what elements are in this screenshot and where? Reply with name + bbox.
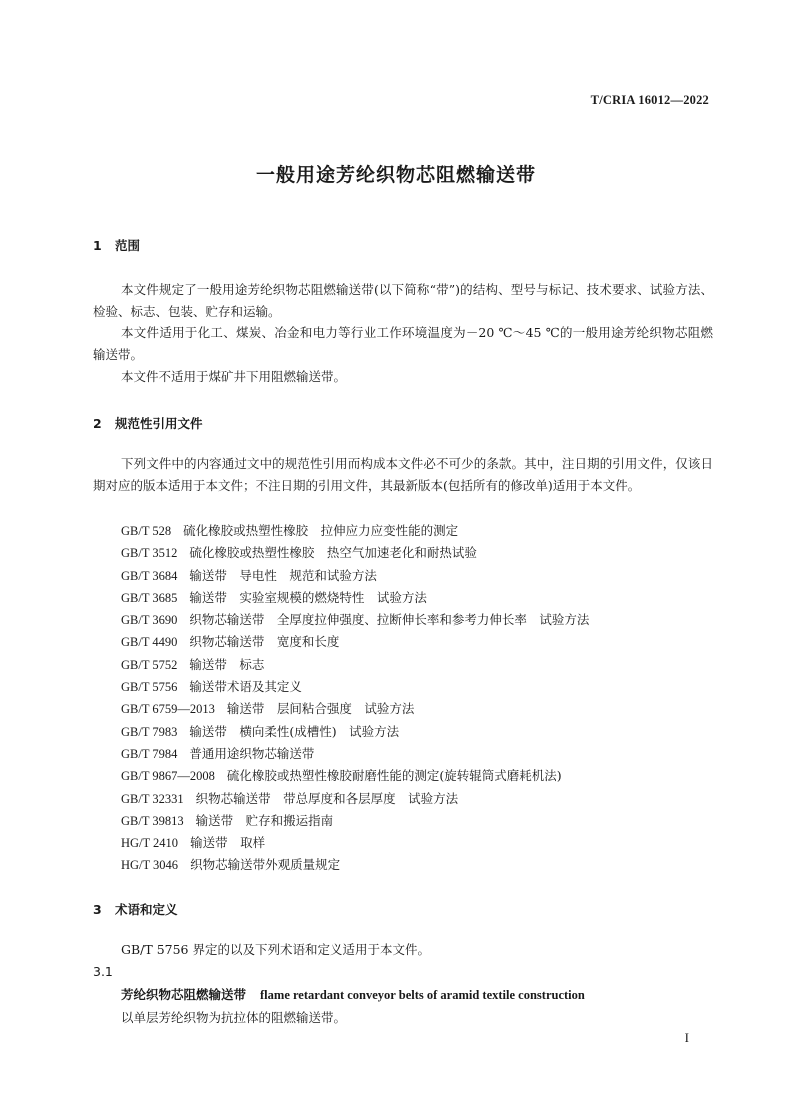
reference-code: GB/T 528 <box>121 524 172 538</box>
reference-code: GB/T 3512 <box>121 546 178 561</box>
reference-item <box>121 810 589 832</box>
reference-code: HG/T 3046 <box>121 858 179 873</box>
reference-item <box>121 542 589 564</box>
reference-title: 硫化橡胶或热塑性橡胶 热空气加速老化和耐热试验 <box>189 545 477 561</box>
document-title: 一般用途芳纶织物芯阻燃输送带 <box>255 164 536 186</box>
section-heading-terms <box>93 900 178 918</box>
reference-item <box>121 854 589 876</box>
reference-title: 输送带 导电性 规范和试验方法 <box>189 567 377 583</box>
reference-item <box>121 698 589 720</box>
terms-intro: GB/T 5756 界定的以及下列术语和定义适用于本文件。 <box>121 942 430 957</box>
section-heading-normative <box>93 414 203 432</box>
scope-paragraph-3: 本文件不适用于煤矿井下用阻燃输送带。 <box>121 369 347 384</box>
term-english: flame retardant conveyor belts of aramid textile construction <box>260 988 585 1002</box>
reference-title: 硫化橡胶或热塑性橡胶耐磨性能的测定(旋转辊筒式磨耗机法) <box>226 768 562 784</box>
reference-item <box>121 520 589 542</box>
reference-title: 普通用途织物芯输送带 <box>189 745 315 761</box>
reference-item <box>121 765 589 787</box>
reference-code: GB/T 4490 <box>121 635 178 650</box>
section-number: 3 <box>93 902 102 917</box>
term-entry <box>121 985 585 1003</box>
page-number: I <box>684 1030 689 1045</box>
reference-list <box>121 520 589 877</box>
reference-title: 织物芯输送带 全厚度拉伸强度、拉断伸长率和参考力伸长率 试验方法 <box>189 612 590 628</box>
reference-code: GB/T 3684 <box>121 568 178 583</box>
reference-title: 织物芯输送带外观质量规定 <box>190 857 341 873</box>
reference-title: 输送带 实验室规模的燃烧特性 试验方法 <box>189 589 427 605</box>
reference-code: GB/T 9867—2008 <box>121 769 215 784</box>
reference-title: 硫化橡胶或热塑性橡胶 拉伸应力应变性能的测定 <box>183 523 459 538</box>
reference-title: 织物芯输送带 宽度和长度 <box>189 634 340 650</box>
reference-title: 输送带 标志 <box>189 656 265 672</box>
reference-title: 输送带 贮存和搬运指南 <box>195 812 334 828</box>
reference-item <box>121 609 589 631</box>
reference-code: GB/T 7983 <box>121 724 178 739</box>
reference-item <box>121 565 589 587</box>
reference-item <box>121 676 589 698</box>
scope-paragraph-2: 本文件适用于化工、煤炭、冶金和电力等行业工作环境温度为－20 ℃～45 ℃的一般用途芳纶织物芯阻燃输送带。 <box>93 325 713 362</box>
section-title: 范围 <box>115 238 141 253</box>
reference-code: HG/T 2410 <box>121 836 179 851</box>
scope-paragraph-1: 本文件规定了一般用途芳纶织物芯阻燃输送带(以下简称“带”)的结构、型号与标记、技术要求、试验方法、检验、标志、包装、贮存和运输。 <box>93 282 713 319</box>
reference-code: GB/T 6759—2013 <box>121 702 215 717</box>
reference-code: GB/T 5752 <box>121 657 178 672</box>
reference-title: 输送带 横向柔性(成槽性) 试验方法 <box>189 723 400 739</box>
normative-intro: 下列文件中的内容通过文中的规范性引用而构成本文件必不可少的条款。其中，注日期的引用文件，仅该日期对应的版本适用于本文件；不注日期的引用文件，其最新版本(包括所有的修改单)适用于本文件。 <box>93 456 713 493</box>
reference-code: GB/T 3685 <box>121 590 178 605</box>
section-title: 规范性引用文件 <box>115 416 203 431</box>
reference-item <box>121 788 589 810</box>
section-number: 1 <box>93 238 102 253</box>
reference-item <box>121 631 589 653</box>
reference-code: GB/T 7984 <box>121 746 178 761</box>
reference-code: GB/T 5756 <box>121 680 178 695</box>
subclause-number: 3.1 <box>93 964 113 979</box>
section-title: 术语和定义 <box>115 902 178 917</box>
reference-item <box>121 654 589 676</box>
reference-code: GB/T 3690 <box>121 613 178 628</box>
reference-item <box>121 721 589 743</box>
reference-title: 输送带术语及其定义 <box>189 679 302 695</box>
standard-number: T/CRIA 16012—2022 <box>590 93 709 107</box>
term-chinese: 芳纶织物芯阻燃输送带 <box>121 987 247 1002</box>
term-definition: 以单层芳纶织物为抗拉体的阻燃输送带。 <box>121 1010 347 1025</box>
reference-item <box>121 743 589 765</box>
reference-item <box>121 587 589 609</box>
reference-item <box>121 832 589 854</box>
section-number: 2 <box>93 416 102 431</box>
reference-title: 织物芯输送带 带总厚度和各层厚度 试验方法 <box>195 790 459 806</box>
reference-title: 输送带 层间粘合强度 试验方法 <box>226 701 415 717</box>
reference-code: GB/T 32331 <box>121 791 184 806</box>
reference-code: GB/T 39813 <box>121 813 184 828</box>
reference-title: 输送带 取样 <box>190 835 266 851</box>
section-heading-scope <box>93 236 140 254</box>
